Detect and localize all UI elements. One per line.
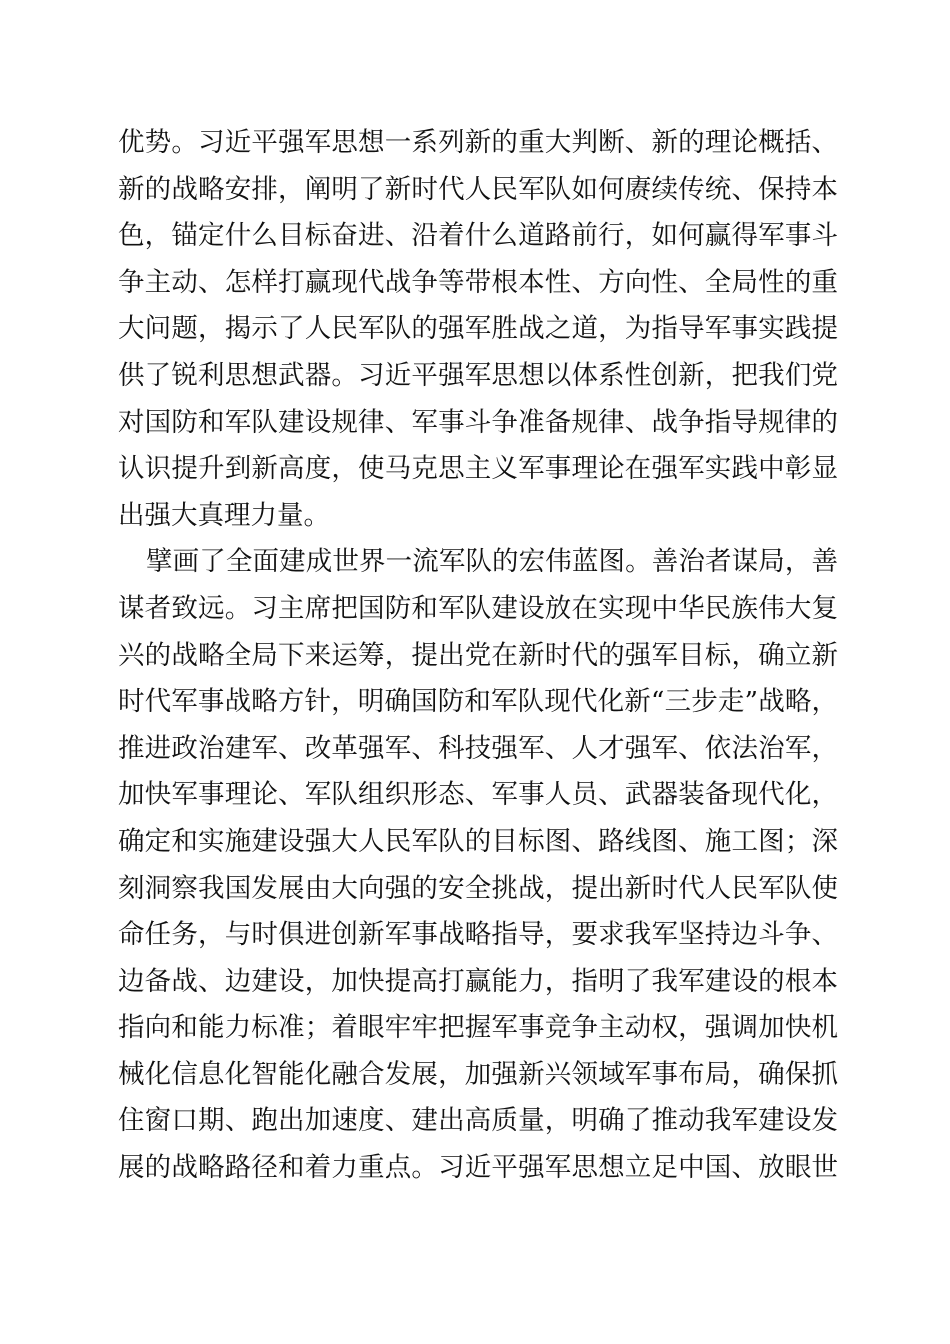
text-line: 新的战略安排，阐明了新时代人民军队如何赓续传统、保持本 bbox=[118, 173, 838, 205]
body-text bbox=[118, 120, 838, 1192]
text-line: 确定和实施建设强大人民军队的目标图、路线图、施工图；深 bbox=[118, 825, 838, 857]
text-line: 认识提升到新高度，使马克思主义军事理论在强军实践中彰显 bbox=[118, 453, 838, 485]
text-line: 出强大真理力量。 bbox=[118, 499, 330, 531]
paragraph-1 bbox=[118, 120, 838, 539]
text-line: 争主动、怎样打赢现代战争等带根本性、方向性、全局性的重 bbox=[118, 266, 838, 298]
text-line: 兴的战略全局下来运筹，提出党在新时代的强军目标，确立新 bbox=[118, 639, 838, 671]
text-line: 械化信息化智能化融合发展，加强新兴领域军事布局，确保抓 bbox=[118, 1058, 838, 1090]
text-line: 对国防和军队建设规律、军事斗争准备规律、战争指导规律的 bbox=[118, 406, 838, 438]
text-line: 色，锚定什么目标奋进、沿着什么道路前行，如何赢得军事斗 bbox=[118, 220, 838, 252]
text-line: 谋者致远。习主席把国防和军队建设放在实现中华民族伟大复 bbox=[118, 592, 838, 624]
text-line: 指向和能力标准；着眼牢牢把握军事竞争主动权，强调加快机 bbox=[118, 1012, 838, 1044]
text-line: 优势。习近平强军思想一系列新的重大判断、新的理论概括、 bbox=[118, 127, 838, 158]
text-line: 边备战、边建设，加快提高打赢能力，指明了我军建设的根本 bbox=[118, 965, 838, 997]
text-line: 住窗口期、跑出加速度、建出高质量，明确了推动我军建设发 bbox=[118, 1105, 838, 1137]
text-line: 推进政治建军、改革强军、科技强军、人才强军、依法治军， bbox=[118, 732, 838, 764]
text-line: 展的战略路径和着力重点。习近平强军思想立足中国、放眼世 bbox=[118, 1152, 838, 1184]
text-line: 刻洞察我国发展由大向强的安全挑战，提出新时代人民军队使 bbox=[118, 872, 838, 904]
text-line: 大问题，揭示了人民军队的强军胜战之道，为指导军事实践提 bbox=[118, 313, 838, 345]
text-line: 供了锐利思想武器。习近平强军思想以体系性创新，把我们党 bbox=[118, 359, 838, 391]
text-line: 命任务，与时俱进创新军事战略指导，要求我军坚持边斗争、 bbox=[118, 919, 838, 951]
text-line: 时代军事战略方针，明确国防和军队现代化新“三步走”战略， bbox=[118, 686, 838, 718]
paragraph-2 bbox=[118, 539, 838, 1191]
text-line: 擘画了全面建成世界一流军队的宏伟蓝图。善治者谋局，善 bbox=[146, 546, 838, 578]
text-line: 加快军事理论、军队组织形态、军事人员、武器装备现代化， bbox=[118, 779, 838, 811]
